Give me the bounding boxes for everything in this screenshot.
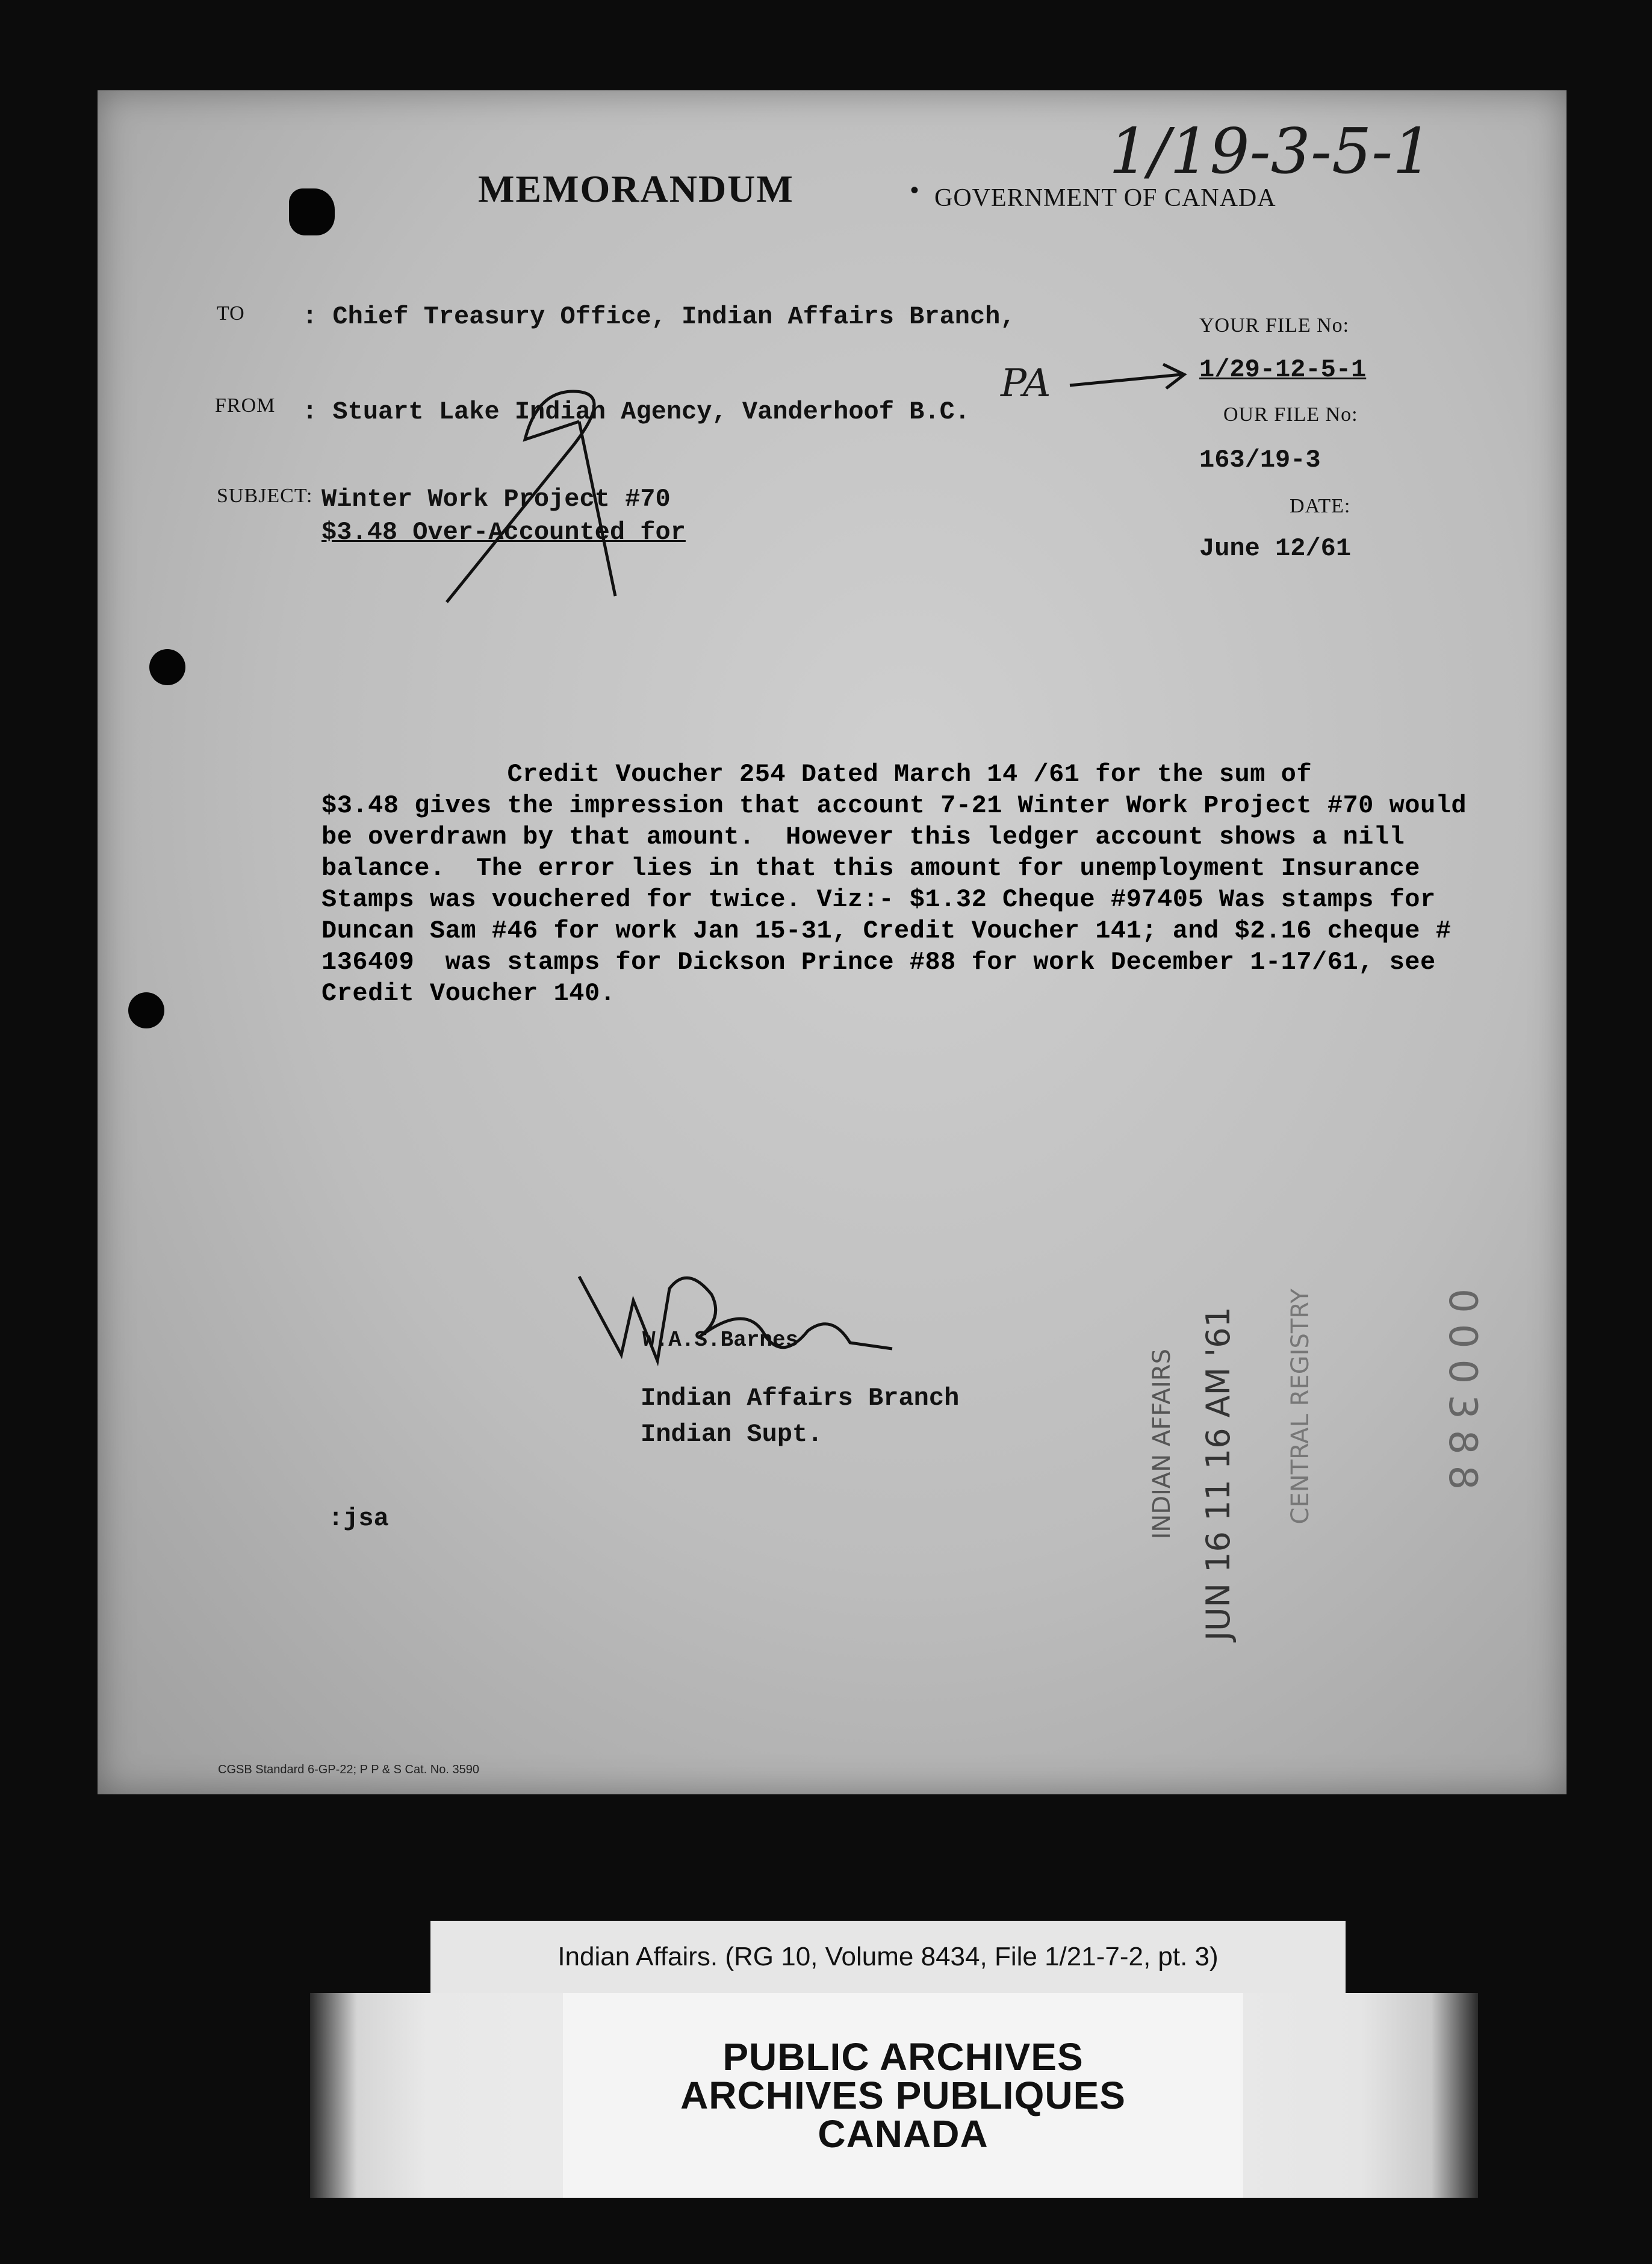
to-label: TO: [217, 302, 245, 325]
registry-number: 000388: [1440, 1289, 1485, 1501]
to-value: : Chief Treasury Office, Indian Affairs Branch,: [302, 302, 1016, 331]
signatory-name: W.A.S.Barnes: [642, 1328, 799, 1352]
subject-line-2: $3.48 Over-Accounted for: [321, 518, 686, 547]
punch-mark-top: [289, 188, 335, 235]
typist-initials: :jsa: [328, 1504, 389, 1533]
body-line: Stamps was vouchered for twice. Viz:- $1.32 Cheque #97405 Was stamps for: [321, 885, 1436, 914]
memo-body: [321, 759, 1526, 1009]
body-line: Duncan Sam #46 for work Jan 15-31, Credit Voucher 141; and $2.16 cheque #: [321, 916, 1452, 945]
binder-hole-bottom: [128, 992, 164, 1028]
form-number: CGSB Standard 6-GP-22; P P & S Cat. No. 3590: [218, 1763, 479, 1776]
handwritten-check-mark: [435, 355, 627, 608]
from-label: FROM: [215, 394, 276, 417]
archive-stamp-band: [310, 1993, 1478, 2198]
date-label: DATE:: [1290, 495, 1351, 517]
archive-line-2: ARCHIVES PUBLIQUES: [680, 2074, 1126, 2117]
header-org: GOVERNMENT OF CANADA: [934, 184, 1276, 212]
body-line: 136409 was stamps for Dickson Prince #88 for work December 1-17/61, see: [321, 948, 1436, 977]
handwritten-file-number: 1/19-3-5-1: [1109, 114, 1433, 188]
memo-title: MEMORANDUM: [478, 167, 794, 210]
registry-stamp-date: JUN 16 11 16 AM '61: [1199, 1307, 1237, 1641]
signatory-title: Indian Supt.: [641, 1420, 823, 1449]
your-file-value: 1/29-12-5-1: [1199, 355, 1367, 384]
subject-label: SUBJECT:: [217, 485, 313, 507]
handwritten-arrow: [1067, 355, 1199, 403]
your-file-label: YOUR FILE No:: [1199, 314, 1350, 337]
date-value: June 12/61: [1199, 534, 1352, 563]
body-line: Credit Voucher 140.: [321, 979, 616, 1008]
registry-stamp-dept: INDIAN AFFAIRS: [1148, 1349, 1176, 1540]
handwritten-initials: PA: [1001, 361, 1051, 406]
our-file-value: 163/19-3: [1199, 446, 1321, 474]
binder-hole-top: [149, 649, 185, 685]
header-separator: •: [907, 179, 922, 206]
from-value: : Stuart Lake Indian Agency, Vanderhoof B.C.: [302, 397, 970, 426]
body-line: be overdrawn by that amount. However this ledger account shows a nill: [321, 823, 1405, 851]
archive-line-1: PUBLIC ARCHIVES: [722, 2035, 1084, 2079]
archive-caption-text: Indian Affairs. (RG 10, Volume 8434, File 1/21-7-2, pt. 3): [557, 1942, 1219, 1971]
body-line: $3.48 gives the impression that account 7-21 Winter Work Project #70 would: [321, 791, 1467, 820]
signatory-branch: Indian Affairs Branch: [641, 1384, 960, 1413]
our-file-label: OUR FILE No:: [1223, 403, 1358, 426]
archive-line-3: CANADA: [818, 2112, 989, 2156]
archive-caption: [430, 1921, 1346, 1993]
archive-stamp: [563, 1993, 1243, 2198]
registry-stamp-office: CENTRAL REGISTRY: [1287, 1289, 1314, 1525]
memo-page: [98, 90, 1567, 1794]
handwritten-signature: [567, 1264, 904, 1373]
subject-line-1: Winter Work Project #70: [321, 485, 671, 514]
body-line: Credit Voucher 254 Dated March 14 /61 for the sum of: [321, 760, 1312, 789]
body-line: balance. The error lies in that this amount for unemployment Insurance: [321, 854, 1420, 883]
